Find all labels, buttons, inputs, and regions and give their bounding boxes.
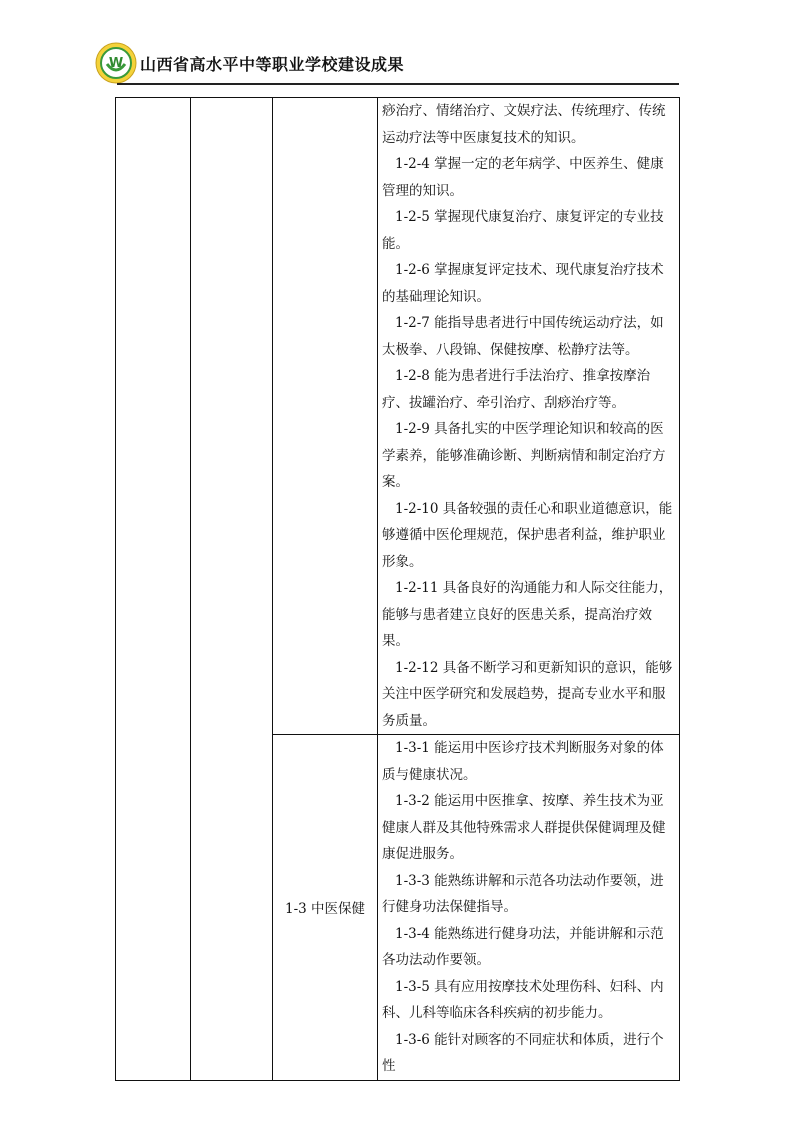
category-label: 1-3 中医保健 [273, 735, 378, 1081]
list-item: 1-2-11 具备良好的沟通能力和人际交往能力，能够与患者建立良好的医患关系，提高治疗效果。 [382, 580, 673, 649]
list-item: 1-2-8 能为患者进行手法治疗、推拿按摩治疗、拔罐治疗、牵引治疗、刮痧治疗等。 [382, 368, 651, 411]
table-row [116, 98, 680, 735]
emblem-letter: W [108, 56, 124, 71]
table-cell-content [378, 98, 680, 735]
table-cell-category [273, 98, 378, 735]
list-item: 1-2-10 具备较强的责任心和职业道德意识，能够遵循中医伦理规范，保护患者利益，维护职业形象。 [382, 500, 673, 570]
list-item: 1-3-2 能运用中医推拿、按摩、养生技术为亚健康人群及其他特殊需求人群提供保健调理及健康促进服务。 [382, 793, 666, 862]
list-item: 1-3-3 能熟练讲解和示范各功法动作要领，进行健身功法保健指导。 [382, 872, 664, 915]
list-item: 1-2-5 掌握现代康复治疗、康复评定的专业技能。 [382, 209, 664, 252]
table-cell-col2 [191, 98, 273, 1081]
table-cell-col1 [116, 98, 191, 1081]
curriculum-table [115, 97, 680, 1081]
header-title: 山西省高水平中等职业学校建设成果 [140, 55, 405, 74]
list-item: 1-2-4 掌握一定的老年病学、中医养生、健康管理的知识。 [382, 156, 664, 199]
list-item: 1-3-6 能针对顾客的不同症状和体质，进行个性 [382, 1031, 664, 1074]
list-item: 1-3-4 能熟练进行健身功法，并能讲解和示范各功法动作要领。 [382, 925, 664, 968]
list-item: 1-3-5 具有应用按摩技术处理伤科、妇科、内科、儿科等临床各科疾病的初步能力。 [382, 978, 664, 1021]
list-item: 1-2-12 具备不断学习和更新知识的意识，能够关注中医学研究和发展趋势，提高专业水平和服务质量。 [382, 659, 673, 729]
list-item: 1-2-6 掌握康复评定技术、现代康复治疗技术的基础理论知识。 [382, 262, 664, 305]
header-divider [117, 83, 679, 85]
school-emblem-icon [95, 42, 137, 84]
list-item: 1-2-9 具备扎实的中医学理论知识和较高的医学素养，能够准确诊断、判断病情和制定治疗方案。 [382, 421, 666, 490]
list-item: 痧治疗、情绪治疗、文娱疗法、传统理疗、传统运动疗法等中医康复技术的知识。 [382, 103, 666, 146]
list-item: 1-2-7 能指导患者进行中国传统运动疗法，如太极拳、八段锦、保健按摩、松静疗法等。 [382, 315, 664, 358]
table-cell-content [378, 735, 680, 1081]
list-item: 1-3-1 能运用中医诊疗技术判断服务对象的体质与健康状况。 [382, 740, 664, 783]
page-header [0, 0, 793, 96]
